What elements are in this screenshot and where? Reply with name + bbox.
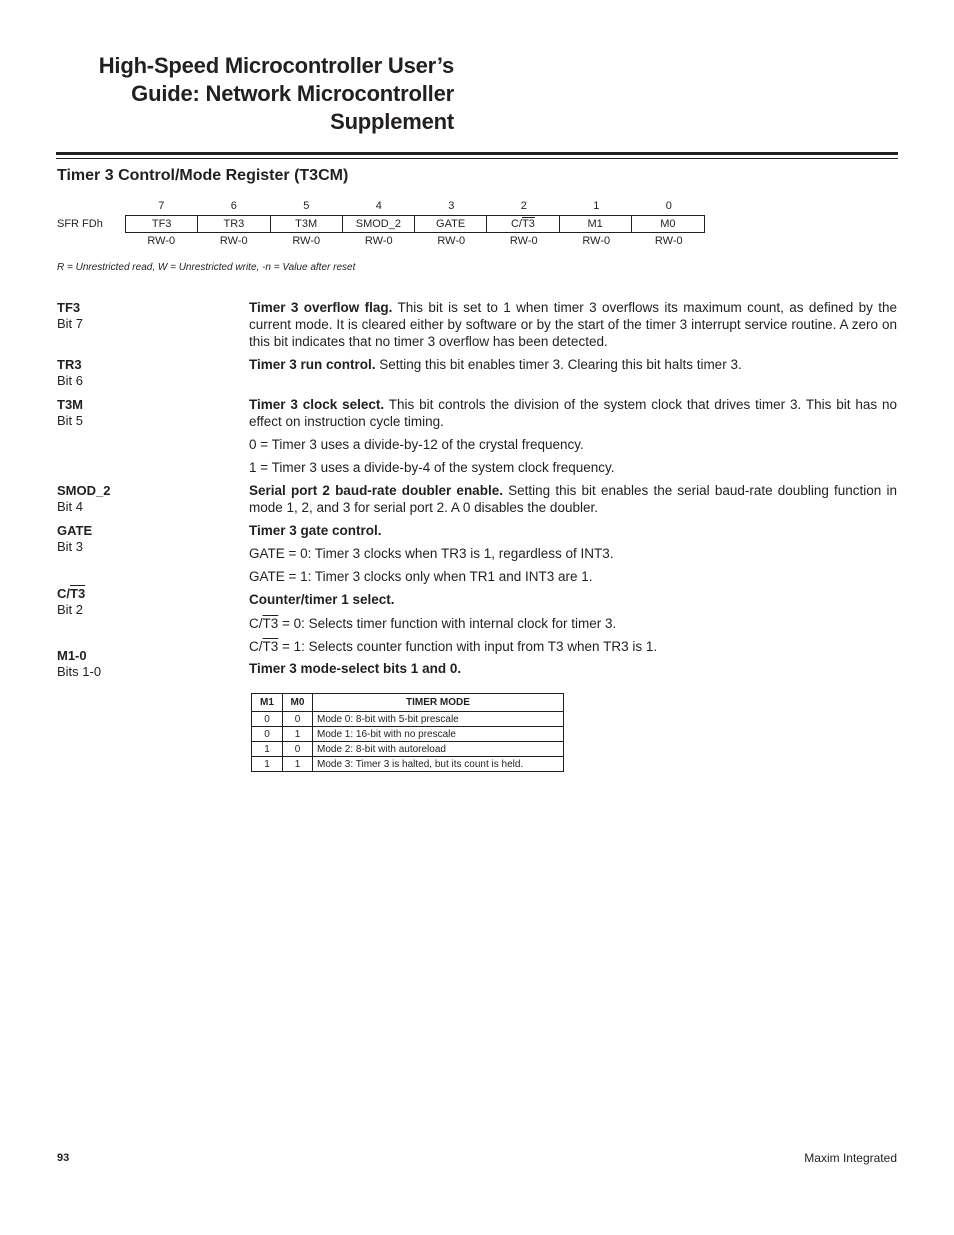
desc-t3m-heading: Timer 3 clock select. xyxy=(249,397,385,412)
desc-ct3-option-0 xyxy=(249,615,897,632)
header-rule-thick xyxy=(56,152,898,155)
field-bit: Bit 5 xyxy=(57,413,84,428)
field-tr3 xyxy=(57,357,83,389)
field-name: TR3 xyxy=(57,357,82,372)
bit-number: 3 xyxy=(448,200,455,212)
reset-value: RW-0 xyxy=(437,235,466,247)
reset-value: RW-0 xyxy=(654,235,683,247)
field-name: T3M xyxy=(57,397,83,412)
header-m0: M0 xyxy=(283,694,313,712)
desc-tr3-text: Setting this bit enables timer 3. Clearing this bit halts timer 3. xyxy=(375,357,742,372)
bit-field-ct3-prefix: C/ xyxy=(510,218,522,230)
reset-value: RW-0 xyxy=(582,235,611,247)
register-bit-numbers xyxy=(125,200,705,212)
field-bit: Bit 7 xyxy=(57,316,84,331)
field-bit: Bit 4 xyxy=(57,499,84,514)
field-name xyxy=(57,586,85,601)
field-m1-0 xyxy=(57,648,101,680)
desc-m1-0-heading: Timer 3 mode-select bits 1 and 0. xyxy=(249,661,462,676)
cell-m0: 0 xyxy=(283,742,313,757)
desc-t3m-option-1: 1 = Timer 3 uses a divide-by-4 of the system clock frequency. xyxy=(249,460,615,475)
cell-m0: 1 xyxy=(283,727,313,742)
desc-t3m xyxy=(249,396,897,430)
header-m1: M1 xyxy=(252,694,283,712)
desc-ct3-heading: Counter/timer 1 select. xyxy=(249,592,395,607)
field-name: SMOD_2 xyxy=(57,483,111,498)
bit-number: 5 xyxy=(303,200,310,212)
bit-field-t3m: T3M xyxy=(271,216,343,232)
bit-field-smod2: SMOD_2 xyxy=(343,216,415,232)
timer-mode-table xyxy=(251,693,564,772)
table-row xyxy=(252,742,564,757)
register-reset-values xyxy=(125,235,705,247)
reset-value: RW-0 xyxy=(292,235,321,247)
desc-gate-heading: Timer 3 gate control. xyxy=(249,523,382,538)
desc-gate-option-1: GATE = 1: Timer 3 clocks only when TR1 and INT3 are 1. xyxy=(249,569,593,584)
field-bit: Bit 6 xyxy=(57,373,84,388)
bit-field-m1: M1 xyxy=(560,216,632,232)
cell-m1: 0 xyxy=(252,727,283,742)
ct3-overline: T3 xyxy=(262,639,279,654)
cell-timer-mode: Mode 1: 16-bit with no prescale xyxy=(313,727,564,742)
desc-gate xyxy=(249,522,897,539)
field-smod2 xyxy=(57,483,110,515)
field-gate xyxy=(57,523,92,555)
table-row xyxy=(252,757,564,772)
cell-timer-mode: Mode 3: Timer 3 is halted, but its count is held. xyxy=(313,757,564,772)
table-row xyxy=(252,727,564,742)
title-line-2: Guide: Network Microcontroller xyxy=(131,81,454,106)
sfr-address: SFR FDh xyxy=(57,218,103,230)
reset-value: RW-0 xyxy=(147,235,176,247)
reset-value: RW-0 xyxy=(219,235,248,247)
bit-field-m0: M0 xyxy=(660,218,676,230)
ct3-option-1-text: = 1: Selects counter function with input from T3 when TR3 is 1. xyxy=(278,639,658,654)
bit-number: 7 xyxy=(158,200,165,212)
field-name: TF3 xyxy=(57,300,81,315)
ct3-option-0-text: = 0: Selects timer function with internal clock for timer 3. xyxy=(278,616,617,631)
bit-number: 1 xyxy=(593,200,600,212)
field-name: M1-0 xyxy=(57,648,87,663)
cell-m1: 1 xyxy=(252,742,283,757)
desc-t3m-option-0: 0 = Timer 3 uses a divide-by-12 of the crystal frequency. xyxy=(249,437,584,452)
field-bit: Bits 1-0 xyxy=(57,664,102,679)
cell-m0: 1 xyxy=(283,757,313,772)
bit-number: 4 xyxy=(375,200,382,212)
field-bit: Bit 2 xyxy=(57,602,84,617)
header-rule-thin xyxy=(56,158,898,159)
field-name-overline: T3 xyxy=(70,586,86,601)
desc-m1-0 xyxy=(249,660,897,677)
reset-value: RW-0 xyxy=(509,235,538,247)
desc-tf3-heading: Timer 3 overflow flag. xyxy=(249,300,393,315)
field-name: GATE xyxy=(57,523,93,538)
bit-number: 2 xyxy=(520,200,527,212)
bit-field-tf3: TF3 xyxy=(126,216,198,232)
field-bit: Bit 3 xyxy=(57,539,84,554)
desc-tr3 xyxy=(249,356,897,373)
desc-ct3 xyxy=(249,591,897,608)
cell-timer-mode: Mode 0: 8-bit with 5-bit prescale xyxy=(313,712,564,727)
desc-smod2-heading: Serial port 2 baud-rate doubler enable. xyxy=(249,483,503,498)
field-tf3 xyxy=(57,300,83,332)
desc-smod2-text: Setting this bit enables the serial baud-rate doubling function in mode 1, 2, and 3 for serial port 2. A 0 disables the doubler. xyxy=(249,483,897,515)
field-name-prefix: C/ xyxy=(57,586,70,601)
desc-tf3-text: This bit is set to 1 when timer 3 overflows its maximum count, as defined by the current mode. It is cleared either by software or by the start of the timer 3 interrupt service routine. A zero on this bit indicates that no timer 3 overflow has been detected. xyxy=(249,300,897,349)
header-timer-mode: TIMER MODE xyxy=(313,694,564,712)
bit-number: 6 xyxy=(230,200,237,212)
desc-tr3-heading: Timer 3 run control. xyxy=(249,357,376,372)
bit-field-gate: GATE xyxy=(415,216,487,232)
desc-smod2 xyxy=(249,482,897,516)
register-legend: R = Unrestricted read, W = Unrestricted write, -n = Value after reset xyxy=(57,262,356,273)
desc-t3m-text: This bit controls the division of the system clock that drives timer 3. This bit has no effect on instruction cycle timing. xyxy=(249,397,897,429)
reset-value: RW-0 xyxy=(364,235,393,247)
desc-gate-option-0: GATE = 0: Timer 3 clocks when TR3 is 1, regardless of INT3. xyxy=(249,546,614,561)
bit-number: 0 xyxy=(665,200,672,212)
title-line-3: Supplement xyxy=(330,109,454,134)
bit-field-ct3 xyxy=(487,216,559,232)
page-number: 93 xyxy=(57,1152,70,1164)
ct3-overline: T3 xyxy=(262,616,279,631)
bit-field-ct3-overline: T3 xyxy=(521,218,535,230)
cell-m1: 0 xyxy=(252,712,283,727)
footer-company: Maxim Integrated xyxy=(804,1151,897,1165)
field-t3m xyxy=(57,397,83,429)
table-header-row xyxy=(252,694,564,712)
cell-timer-mode: Mode 2: 8-bit with autoreload xyxy=(313,742,564,757)
desc-tf3 xyxy=(249,299,897,350)
bit-field-tr3: TR3 xyxy=(198,216,270,232)
field-ct3 xyxy=(57,586,85,618)
table-row xyxy=(252,712,564,727)
cell-m0: 0 xyxy=(283,712,313,727)
desc-ct3-option-1 xyxy=(249,638,897,655)
cell-m1: 1 xyxy=(252,757,283,772)
document-title xyxy=(60,52,454,136)
title-line-1: High-Speed Microcontroller User’s xyxy=(98,53,454,78)
section-title: Timer 3 Control/Mode Register (T3CM) xyxy=(57,167,349,184)
ct3-prefix: C/ xyxy=(249,639,263,654)
register-bit-fields xyxy=(125,215,705,233)
ct3-prefix: C/ xyxy=(249,616,263,631)
